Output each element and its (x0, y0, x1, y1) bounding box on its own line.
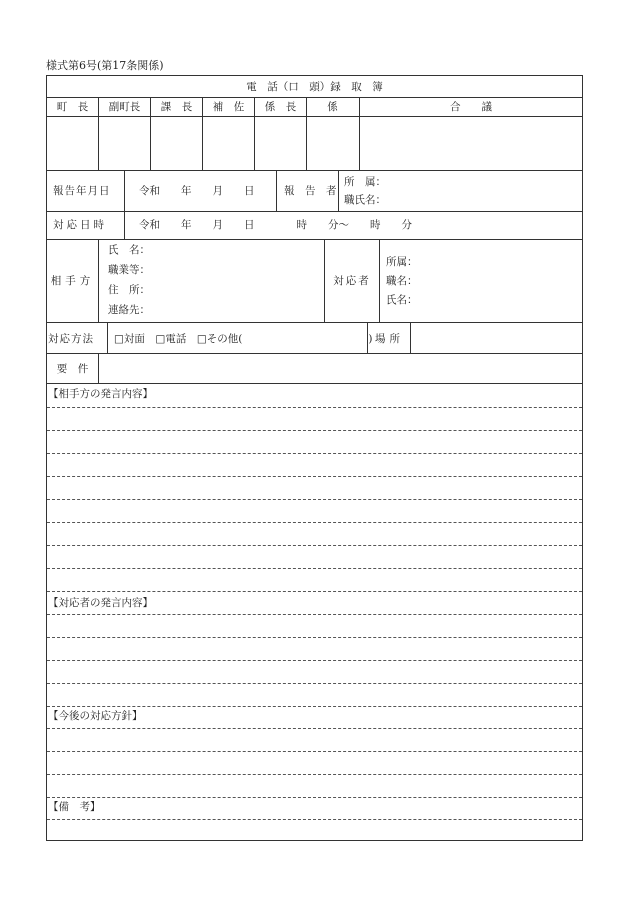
responder-statements-heading: 【対応者の発言内容】 (48, 597, 153, 609)
reporter-name-label: 職氏名： (344, 194, 386, 206)
responder-title-field[interactable]: 職名： (386, 275, 418, 287)
counterpart-label: 相手方 (50, 275, 95, 287)
approval-header-deputy-mayor: 副町長 (108, 101, 141, 113)
approval-header-subsection-chief: 係 長 (264, 101, 297, 113)
responder-affiliation-field[interactable]: 所属： (386, 256, 418, 268)
approval-header-section-chief: 課 長 (160, 101, 193, 113)
record-form (46, 75, 583, 841)
counterpart-address-field[interactable]: 住 所： (108, 284, 150, 296)
form-title: 電 話（口 頭）録 取 簿 (246, 81, 383, 93)
stamp-box-deputy-mayor[interactable] (99, 117, 150, 170)
response-datetime-label: 対応日時 (53, 219, 107, 231)
report-date-value[interactable]: 令和 年 月 日 (139, 185, 255, 197)
form-number: 様式第6号(第17条関係) (46, 59, 164, 72)
place-field[interactable] (411, 323, 582, 353)
approval-header-assistant: 補 佐 (212, 101, 245, 113)
responder-label: 対応者 (333, 275, 371, 287)
method-label: 対応方法 (48, 333, 94, 345)
stamp-box-assistant[interactable] (203, 117, 254, 170)
reporter-label: 報 告 者 (284, 185, 337, 197)
responder-name-field[interactable]: 氏名： (386, 294, 418, 306)
counterpart-statements-heading: 【相手方の発言内容】 (48, 388, 153, 400)
stamp-box-section-chief[interactable] (151, 117, 202, 170)
remarks-heading: 【備 考】 (48, 801, 101, 813)
stamp-box-subsection-chief[interactable] (255, 117, 306, 170)
response-datetime-value[interactable]: 令和 年 月 日 時 分～ 時 分 (139, 219, 412, 231)
counterpart-name-field[interactable]: 氏 名： (108, 244, 150, 256)
report-date-label: 報告年月日 (53, 185, 111, 197)
place-label: 場所 (375, 333, 404, 345)
stamp-box-consultation[interactable] (360, 117, 582, 170)
approval-header-consultation: 合 議 (450, 101, 492, 113)
future-policy-heading: 【今後の対応方針】 (48, 710, 143, 722)
method-options[interactable]: □対面 □電話 □その他( ) (114, 333, 373, 345)
subject-label: 要 件 (56, 363, 89, 375)
stamp-box-mayor[interactable] (47, 117, 98, 170)
approval-header-staff: 係 (327, 101, 338, 113)
subject-field[interactable] (99, 354, 582, 383)
reporter-affiliation-label: 所 属： (344, 176, 386, 188)
counterpart-contact-field[interactable]: 連絡先： (108, 304, 150, 316)
stamp-box-staff[interactable] (307, 117, 359, 170)
counterpart-occupation-field[interactable]: 職業等： (108, 264, 150, 276)
approval-header-mayor: 町 長 (56, 101, 89, 113)
